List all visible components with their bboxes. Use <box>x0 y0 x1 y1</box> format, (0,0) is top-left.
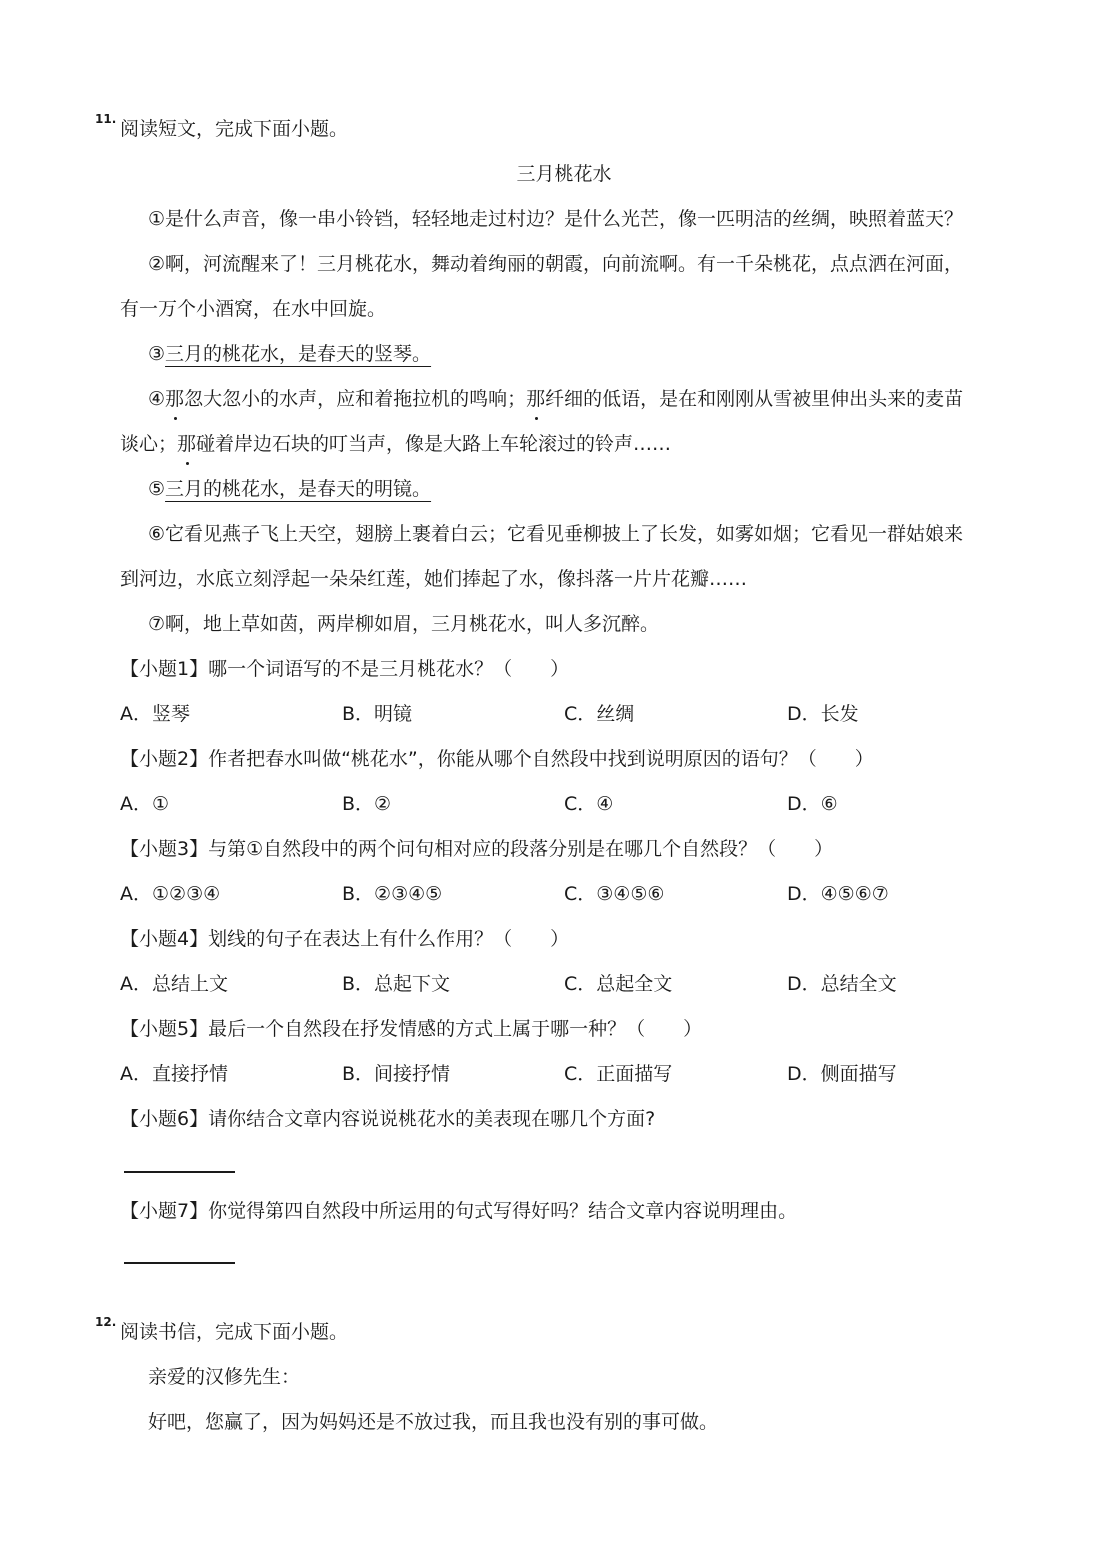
option-d[interactable]: D．⑥ <box>787 793 838 815</box>
paragraph-1: ①是什么声音，像一串小铃铛，轻轻地走过村边？是什么光芒，像一匹明洁的丝绸，映照着蓝天？ <box>148 208 964 230</box>
question-number: 12. <box>95 1315 117 1329</box>
paragraph-2-line-2: 有一万个小酒窝，在水中回旋。 <box>120 298 387 320</box>
letter-paragraph-1: 好吧，您赢了，因为妈妈还是不放过我，而且我也没有别的事可做。 <box>148 1411 719 1433</box>
option-a[interactable]: A．① <box>120 793 170 815</box>
option-d[interactable]: D．④⑤⑥⑦ <box>787 883 889 905</box>
emphasis-dot-char: 那 <box>177 429 196 456</box>
text-segment: 谈心； <box>120 433 178 455</box>
option-b[interactable]: B．总起下文 <box>342 973 451 995</box>
subquestion-1: 【小题1】哪一个词语写的不是三月桃花水？（ ） <box>120 658 570 680</box>
passage-title: 三月桃花水 <box>516 163 612 185</box>
option-b[interactable]: B．明镜 <box>342 703 413 725</box>
option-b[interactable]: B．②③④⑤ <box>342 883 443 905</box>
paragraph-6-line-1: ⑥它看见燕子飞上天空，翅膀上裹着白云；它看见垂柳披上了长发，如雾如烟；它看见一群姑娘来 <box>148 523 964 545</box>
paragraph-number: ⑤ <box>148 478 166 500</box>
emphasis-dot-char: 那 <box>526 384 545 411</box>
subquestion-3: 【小题3】与第①自然段中的两个问句相对应的段落分别是在哪几个自然段？（ ） <box>120 838 834 860</box>
option-a[interactable]: A．①②③④ <box>120 883 221 905</box>
paragraph-4-line-2 <box>120 429 671 456</box>
subquestion-4: 【小题4】划线的句子在表达上有什么作用？（ ） <box>120 928 570 950</box>
emphasis-dot-char: 那 <box>165 384 184 411</box>
letter-salutation: 亲爱的汉修先生： <box>148 1366 301 1388</box>
subquestion-5: 【小题5】最后一个自然段在抒发情感的方式上属于哪一种？（ ） <box>120 1018 703 1040</box>
option-b[interactable]: B．间接抒情 <box>342 1063 451 1085</box>
question-intro: 阅读书信，完成下面小题。 <box>120 1321 349 1343</box>
underlined-sentence: 三月的桃花水，是春天的竖琴。 <box>165 343 432 365</box>
paragraph-3 <box>148 339 431 366</box>
option-d[interactable]: D．侧面描写 <box>787 1063 897 1085</box>
subquestion-2: 【小题2】作者把春水叫做“桃花水”，你能从哪个自然段中找到说明原因的语句？（ ） <box>120 748 874 770</box>
option-a[interactable]: A．总结上文 <box>120 973 228 995</box>
paragraph-4-line-1 <box>148 384 963 411</box>
option-c[interactable]: C．总起全文 <box>564 973 673 995</box>
option-a[interactable]: A．直接抒情 <box>120 1063 228 1085</box>
paragraph-number: ③ <box>148 343 166 365</box>
answer-blank[interactable] <box>124 1171 235 1173</box>
option-b[interactable]: B．② <box>342 793 392 815</box>
text-segment: ④ <box>148 388 166 410</box>
subquestion-6: 【小题6】请你结合文章内容说说桃花水的美表现在哪几个方面? <box>120 1108 656 1130</box>
option-d[interactable]: D．长发 <box>787 703 859 725</box>
option-d[interactable]: D．总结全文 <box>787 973 897 995</box>
text-segment: 忽大忽小的水声，应和着拖拉机的鸣响； <box>184 388 527 410</box>
text-segment: 碰着岸边石块的叮当声，像是大路上车轮滚过的铃声…… <box>196 433 672 455</box>
paragraph-5 <box>148 474 431 501</box>
paragraph-2-line-1: ②啊，河流醒来了！三月桃花水，舞动着绚丽的朝霞，向前流啊。有一千朵桃花，点点洒在河面， <box>148 253 964 275</box>
question-intro: 阅读短文，完成下面小题。 <box>120 118 349 140</box>
underlined-sentence: 三月的桃花水，是春天的明镜。 <box>165 478 432 500</box>
question-number: 11. <box>95 112 117 126</box>
option-c[interactable]: C．丝绸 <box>564 703 635 725</box>
paragraph-6-line-2: 到河边，水底立刻浮起一朵朵红莲，她们捧起了水，像抖落一片片花瓣…… <box>120 568 748 590</box>
option-a[interactable]: A．竖琴 <box>120 703 190 725</box>
option-c[interactable]: C．③④⑤⑥ <box>564 883 665 905</box>
subquestion-7: 【小题7】你觉得第四自然段中所运用的句式写得好吗？结合文章内容说明理由。 <box>120 1200 798 1222</box>
paragraph-7: ⑦啊，地上草如茵，两岸柳如眉，三月桃花水，叫人多沉醉。 <box>148 613 660 635</box>
text-segment: 纤细的低语，是在和刚刚从雪被里伸出头来的麦苗 <box>545 388 964 410</box>
option-c[interactable]: C．④ <box>564 793 614 815</box>
answer-blank[interactable] <box>124 1262 235 1264</box>
option-c[interactable]: C．正面描写 <box>564 1063 673 1085</box>
